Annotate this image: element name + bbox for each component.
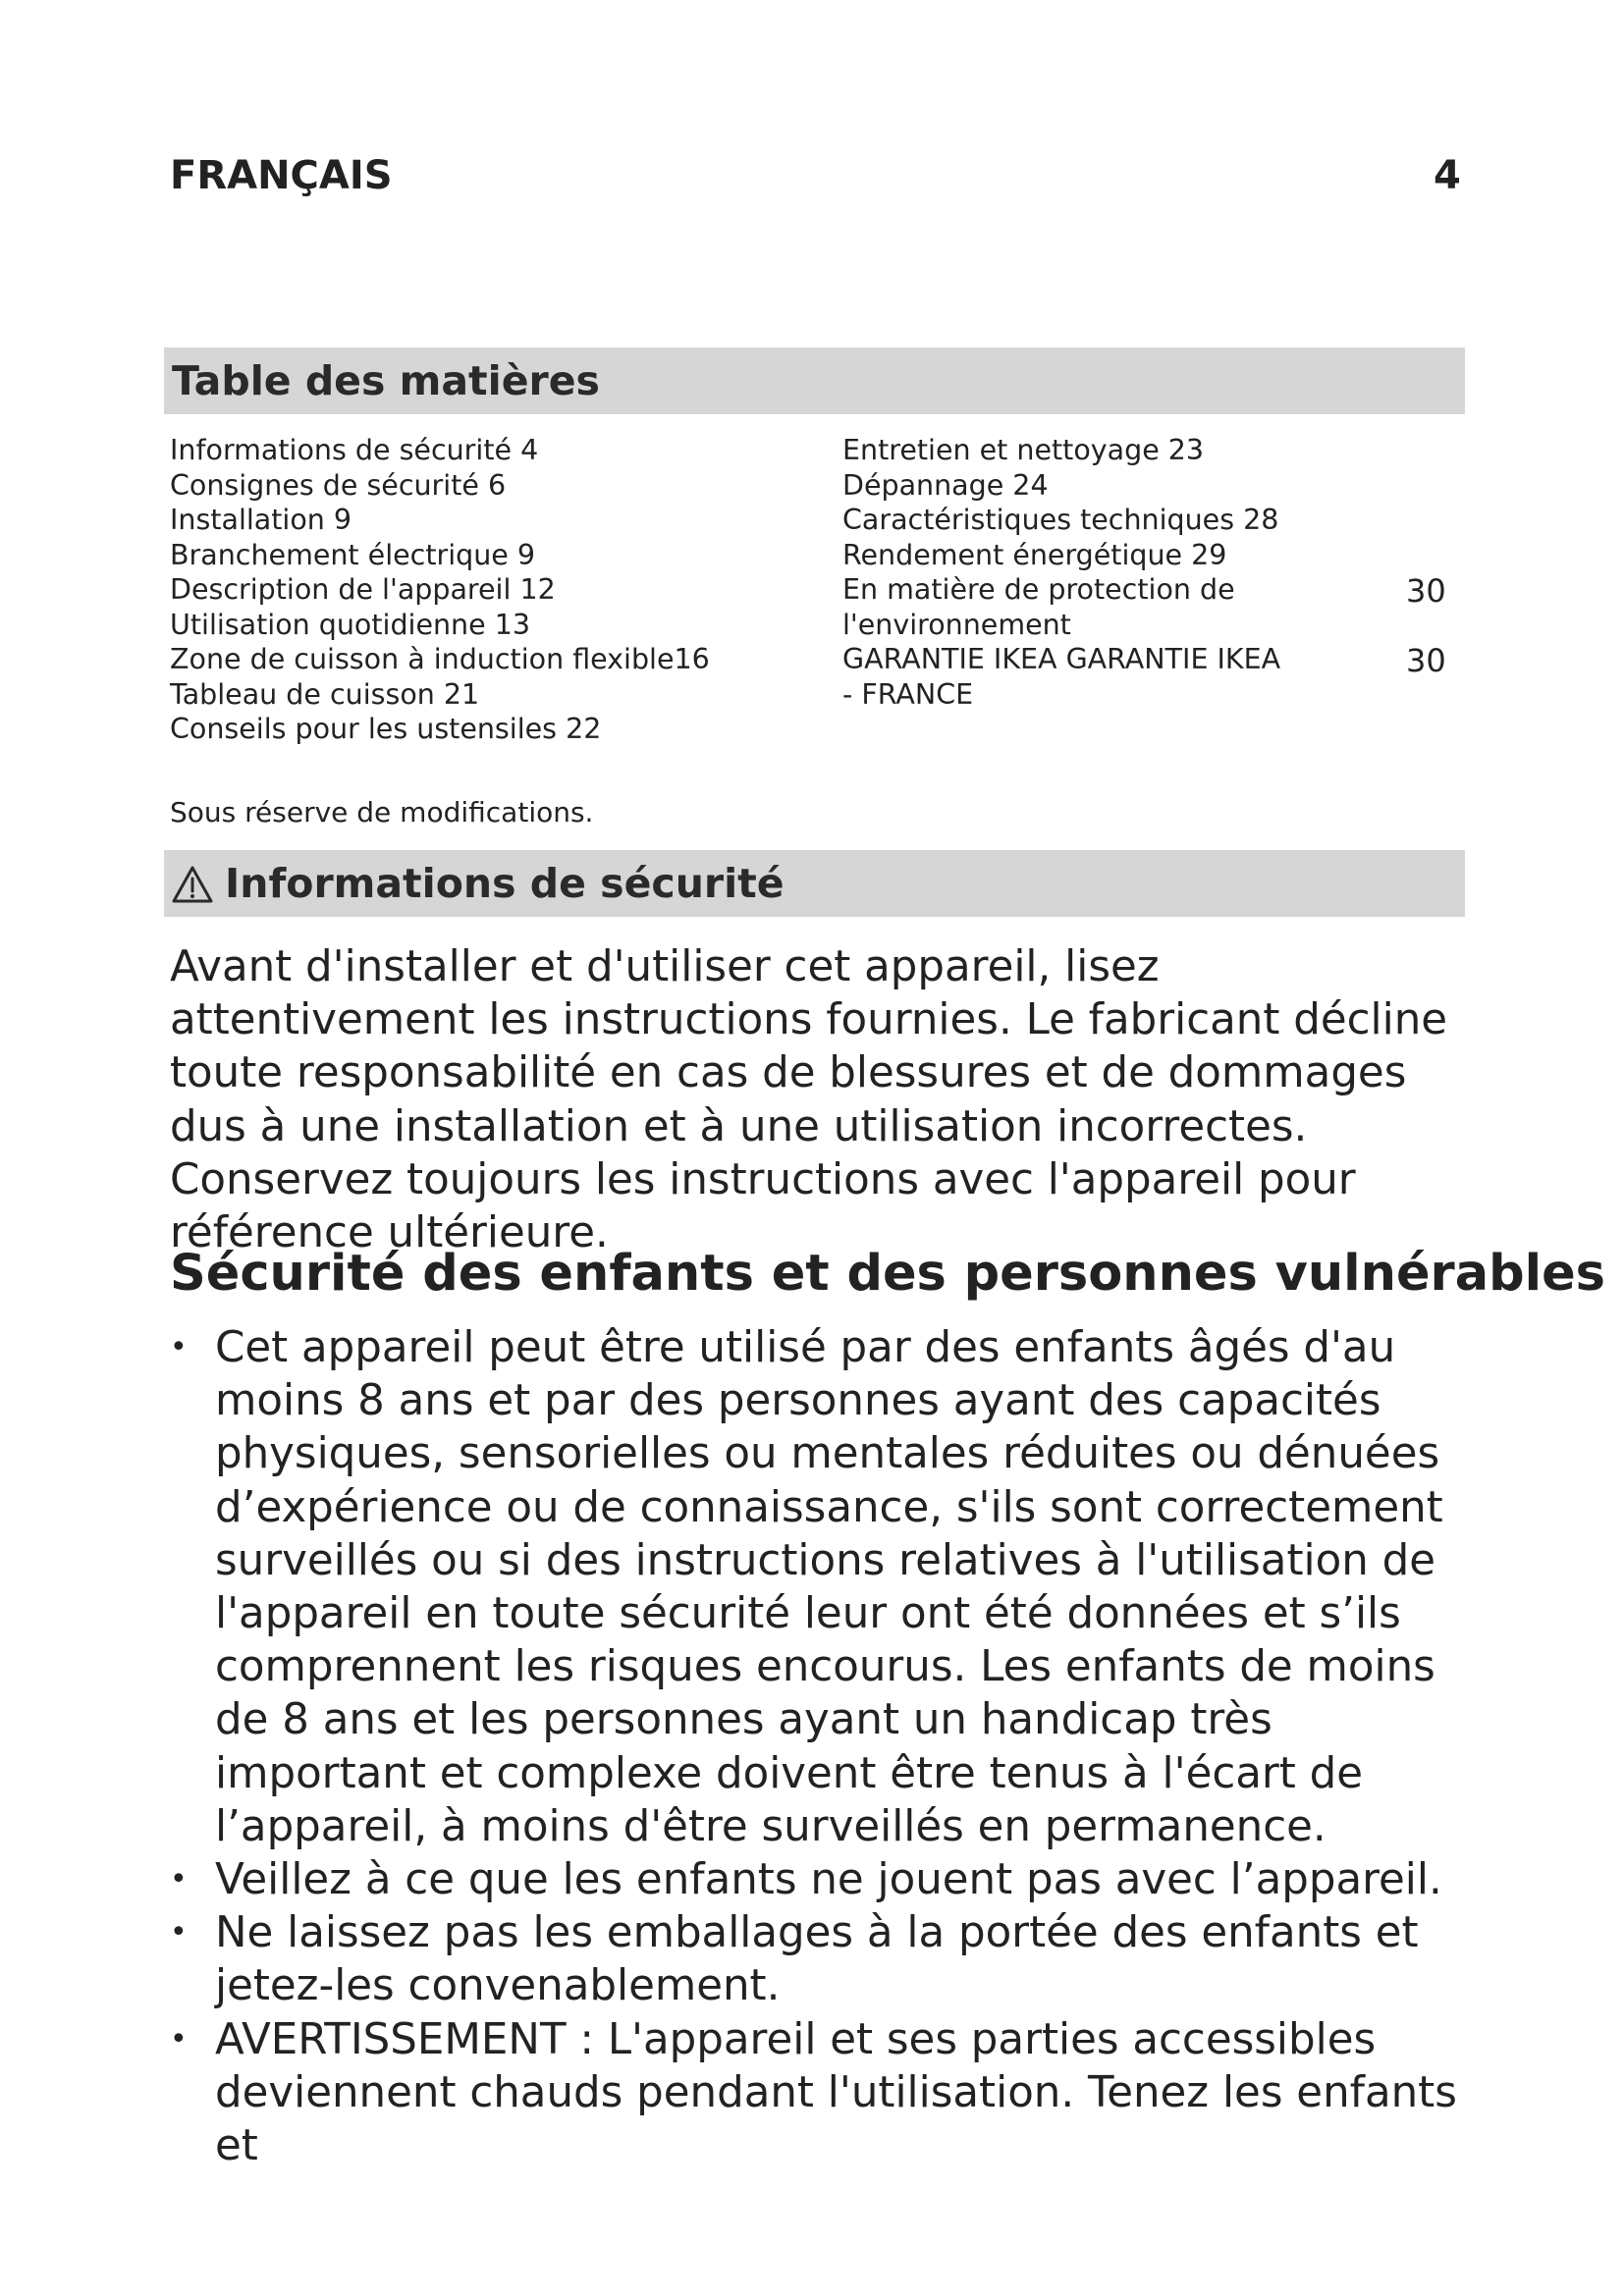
toc-entry[interactable] bbox=[842, 642, 1451, 712]
toc-entry[interactable]: Description de l'appareil 12 bbox=[170, 573, 556, 606]
toc-entry-label: Caractéristiques techniques 28 bbox=[842, 504, 1279, 536]
toc-title-bar bbox=[164, 347, 1465, 414]
list-item bbox=[170, 1853, 1476, 1906]
toc-entry[interactable]: Zone de cuisson à induction flexible16 bbox=[170, 643, 710, 675]
warning-triangle-icon bbox=[171, 865, 214, 904]
list-item bbox=[170, 2013, 1476, 2173]
toc-entry-page: 30 bbox=[1406, 642, 1446, 679]
toc-left-column bbox=[170, 433, 720, 747]
toc-title: Table des matières bbox=[172, 357, 600, 404]
toc-entry[interactable]: Informations de sécurité 4 bbox=[170, 434, 539, 466]
toc-right-column bbox=[842, 433, 1451, 712]
list-item-text: AVERTISSEMENT : L'appareil et ses parties accessibles deviennent chauds pendant l'utilisation. Tenez les enfants et bbox=[215, 2014, 1457, 2171]
bullet-icon: • bbox=[170, 1915, 188, 1950]
toc-entry[interactable]: Consignes de sécurité 6 bbox=[170, 468, 507, 502]
language-label: FRANÇAIS bbox=[170, 153, 393, 198]
toc-entry-label: Entretien et nettoyage 23 bbox=[842, 434, 1205, 466]
section-subheading: Sécurité des enfants et des personnes vulnérables bbox=[170, 1245, 1606, 1303]
page-number: 4 bbox=[1434, 153, 1461, 198]
safety-title: Informations de sécurité bbox=[225, 860, 785, 907]
toc-entry[interactable] bbox=[842, 572, 1451, 642]
toc-entry[interactable] bbox=[842, 433, 1451, 468]
toc-entry[interactable] bbox=[842, 468, 1451, 504]
toc-entry[interactable]: Conseils pour les ustensiles 22 bbox=[170, 713, 602, 745]
safety-title-bar bbox=[164, 850, 1465, 917]
toc-entry[interactable] bbox=[842, 538, 1451, 573]
list-item-text: Ne laissez pas les emballages à la portée des enfants et jetez-les convenablement. bbox=[215, 1908, 1419, 2011]
bullet-icon: • bbox=[170, 1862, 188, 1897]
bullet-icon: • bbox=[170, 1330, 188, 1364]
bullet-icon: • bbox=[170, 2021, 188, 2056]
list-item-text: Veillez à ce que les enfants ne jouent pas avec l’appareil. bbox=[215, 1855, 1442, 1905]
toc-entry[interactable]: Utilisation quotidienne 13 bbox=[170, 608, 530, 641]
list-item bbox=[170, 1321, 1476, 1853]
list-item bbox=[170, 1906, 1476, 2012]
list-item-text: Cet appareil peut être utilisé par des enfants âgés d'au moins 8 ans et par des personnes ayant des capacités physiques, sensorielles ou mentales réduites ou dénuées d’expérience ou de connaissance, s'ils sont correctement surveillés ou si des instructions relatives à l'utilisation de l'appareil en toute sécurité leur ont été données et s’ils comprennent les risques encourus. Les enfants de moins de 8 ans et les personnes ayant un handicap très important et complexe doivent être tenus à l'écart de l’appareil, à moins d'être surveillés en permanence. bbox=[215, 1323, 1443, 1851]
toc-entry[interactable]: Branchement électrique 9 bbox=[170, 538, 536, 571]
toc-entry-label: Dépannage 24 bbox=[842, 468, 1049, 502]
toc-entry[interactable] bbox=[842, 503, 1451, 538]
toc-entry-page: 30 bbox=[1406, 572, 1446, 610]
toc-entry-label: En matière de protection de l'environnement bbox=[842, 573, 1235, 641]
modification-note: Sous réserve de modifications. bbox=[170, 796, 594, 828]
toc-entry-label: Rendement énergétique 29 bbox=[842, 538, 1227, 571]
toc-entry[interactable]: Tableau de cuisson 21 bbox=[170, 677, 480, 711]
toc-entry-label: GARANTIE IKEA GARANTIE IKEA - FRANCE bbox=[842, 643, 1281, 711]
safety-intro: Avant d'installer et d'utiliser cet appareil, lisez attentivement les instructions fournies. Le fabricant décline toute responsabilité en cas de blessures et de dommages dus à une installation et à une utilisation incorrectes. Conservez toujours les instructions avec l'appareil pour référence ultérieure. bbox=[170, 942, 1448, 1258]
toc-entry[interactable]: Installation 9 bbox=[170, 504, 352, 536]
safety-bullet-list bbox=[170, 1321, 1476, 2172]
